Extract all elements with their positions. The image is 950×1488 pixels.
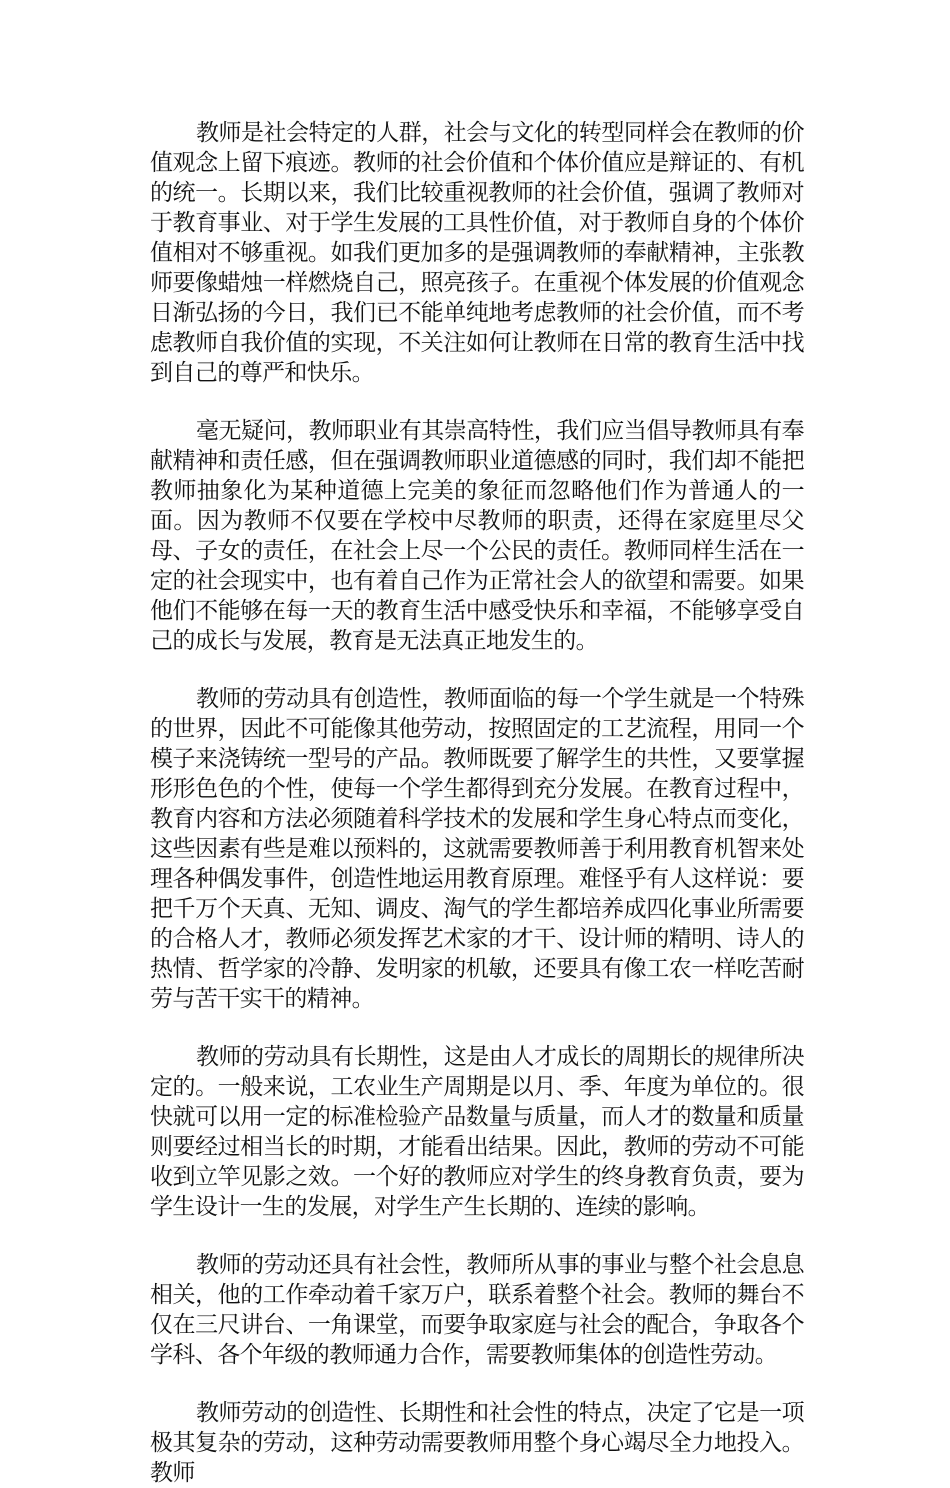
paragraph-2: 毫无疑问，教师职业有其崇高特性，我们应当倡导教师具有奉献精神和责任感，但在强调教师职业道德感的同时，我们却不能把教师抽象化为某种道德上完美的象征而忽略他们作为普通人的一面。因为教师不仅要在学校中尽教师的职责，还得在家庭里尽父母、子女的责任，在社会上尽一个公民的责任。教师同样生活在一定的社会现实中，也有着自己作为正常社会人的欲望和需要。如果他们不能够在每一天的教育生活中感受快乐和幸福，不能够享受自己的成长与发展，教育是无法真正地发生的。 [150,418,804,654]
document-body [150,118,804,1488]
paragraph-5: 教师的劳动还具有社会性，教师所从事的事业与整个社会息息相关，他的工作牵动着千家万户，联系着整个社会。教师的舞台不仅在三尺讲台、一角课堂，而要争取家庭与社会的配合，争取各个学科、各个年级的教师通力合作，需要教师集体的创造性劳动。 [150,1252,804,1368]
paragraph-3: 教师的劳动具有创造性，教师面临的每一个学生就是一个特殊的世界，因此不可能像其他劳动，按照固定的工艺流程，用同一个模子来浇铸统一型号的产品。教师既要了解学生的共性，又要掌握形形色色的个性，使每一个学生都得到充分发展。在教育过程中，教育内容和方法必须随着科学技术的发展和学生身心特点而变化，这些因素有些是难以预料的，这就需要教师善于利用教育机智来处理各种偶发事件，创造性地运用教育原理。难怪乎有人这样说：要把千万个天真、无知、调皮、淘气的学生都培养成四化事业所需要的合格人才，教师必须发挥艺术家的才干、设计师的精明、诗人的热情、哲学家的冷静、发明家的机敏，还要具有像工农一样吃苦耐劳与苦干实干的精神。 [150,686,804,1012]
paragraph-1: 教师是社会特定的人群，社会与文化的转型同样会在教师的价值观念上留下痕迹。教师的社会价值和个体价值应是辩证的、有机的统一。长期以来，我们比较重视教师的社会价值，强调了教师对于教育事业、对于学生发展的工具性价值，对于教师自身的个体价值相对不够重视。如我们更加多的是强调教师的奉献精神，主张教师要像蜡烛一样燃烧自己，照亮孩子。在重视个体发展的价值观念日渐弘扬的今日，我们已不能单纯地考虑教师的社会价值，而不考虑教师自我价值的实现，不关注如何让教师在日常的教育生活中找到自己的尊严和快乐。 [150,120,804,386]
paragraph-4: 教师的劳动具有长期性，这是由人才成长的周期长的规律所决定的。一般来说，工农业生产周期是以月、季、年度为单位的。很快就可以用一定的标准检验产品数量与质量，而人才的数量和质量则要经过相当长的时期，才能看出结果。因此，教师的劳动不可能收到立竿见影之效。一个好的教师应对学生的终身教育负责，要为学生设计一生的发展，对学生产生长期的、连续的影响。 [150,1044,804,1220]
paragraph-6: 教师劳动的创造性、长期性和社会性的特点，决定了它是一项极其复杂的劳动，这种劳动需要教师用整个身心竭尽全力地投入。教师 [150,1400,804,1486]
